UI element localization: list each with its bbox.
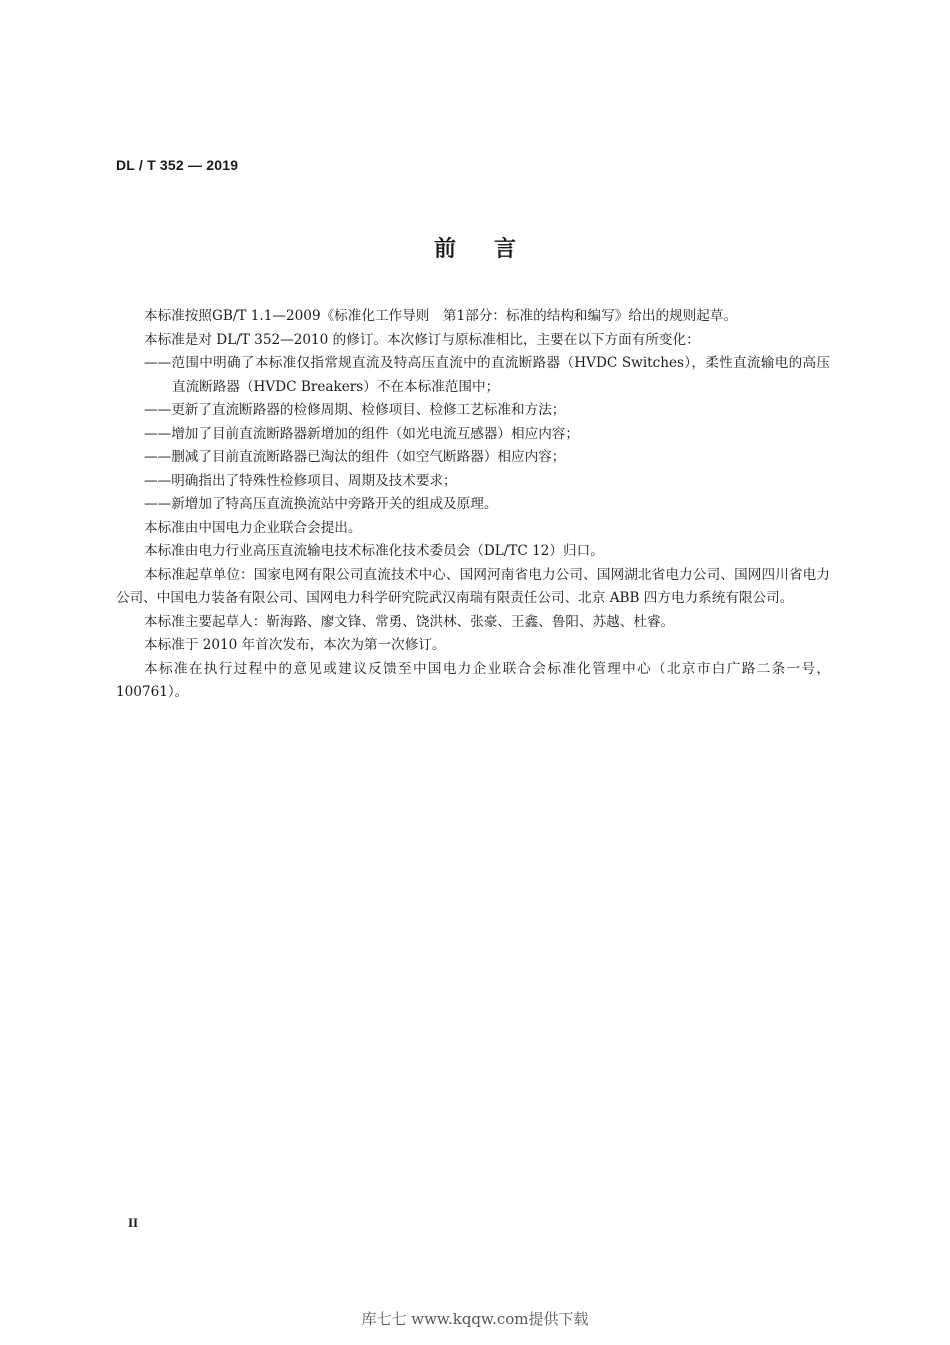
change-item: ——新增加了特高压直流换流站中旁路开关的组成及原理。 [144,496,498,512]
change-item: ——明确指出了特殊性检修项目、周期及技术要求； [144,472,457,489]
download-watermark: 库七七 www.kqqw.com提供下载 [361,1310,589,1328]
paragraph-drafting-units: 本标准起草单位：国家电网有限公司直流技术中心、国网河南省电力公司、国网湖北省电力公司、国网四川省电力公司、中国电力装备有限公司、国网电力科学研究院武汉南瑞有限责任公司、北京 ABB 四方电力系统有限公司。 [116,566,830,606]
page-number: II [128,1215,139,1230]
paragraph-drafting-rules: 本标准按照GB/T 1.1—2009《标准化工作导则 第1部分：标准的结构和编写》给出的规则起草。 [144,308,738,324]
change-item: ——删减了目前直流断路器已淘汰的组件（如空气断路器）相应内容； [144,449,566,465]
page-title: 前言 [433,237,554,262]
paragraph-revision-summary: 本标准是对 DL/T 352—2010 的修订。本次修订与原标准相比，主要在以下方面有所变化： [144,331,700,348]
change-item: ——更新了直流断路器的检修周期、检修项目、检修工艺标准和方法； [144,402,566,418]
paragraph-committee: 本标准由电力行业高压直流输电技术标准化技术委员会（DL/TC 12）归口。 [144,543,604,559]
paragraph-drafters: 本标准主要起草人：靳海路、廖文锋、常勇、饶洪林、张豪、王鑫、鲁阳、苏越、杜睿。 [144,613,675,630]
document-code: DL / T 352 — 2019 [116,157,239,173]
paragraph-feedback: 本标准在执行过程中的意见或建议反馈至中国电力企业联合会标准化管理中心（北京市白广路二条一号，100761）。 [116,660,830,700]
paragraph-release-history: 本标准于 2010 年首次发布，本次为第一次修订。 [144,637,446,653]
paragraph-proposer: 本标准由中国电力企业联合会提出。 [144,519,362,536]
document-body [116,305,830,705]
change-item: ——范围中明确了本标准仅指常规直流及特高压直流中的直流断路器（HVDC Switches），柔性直流输电的高压直流断路器（HVDC Breakers）不在本标准范围中； [144,355,830,395]
change-item: ——增加了目前直流断路器新增加的组件（如光电流互感器）相应内容； [144,425,579,442]
